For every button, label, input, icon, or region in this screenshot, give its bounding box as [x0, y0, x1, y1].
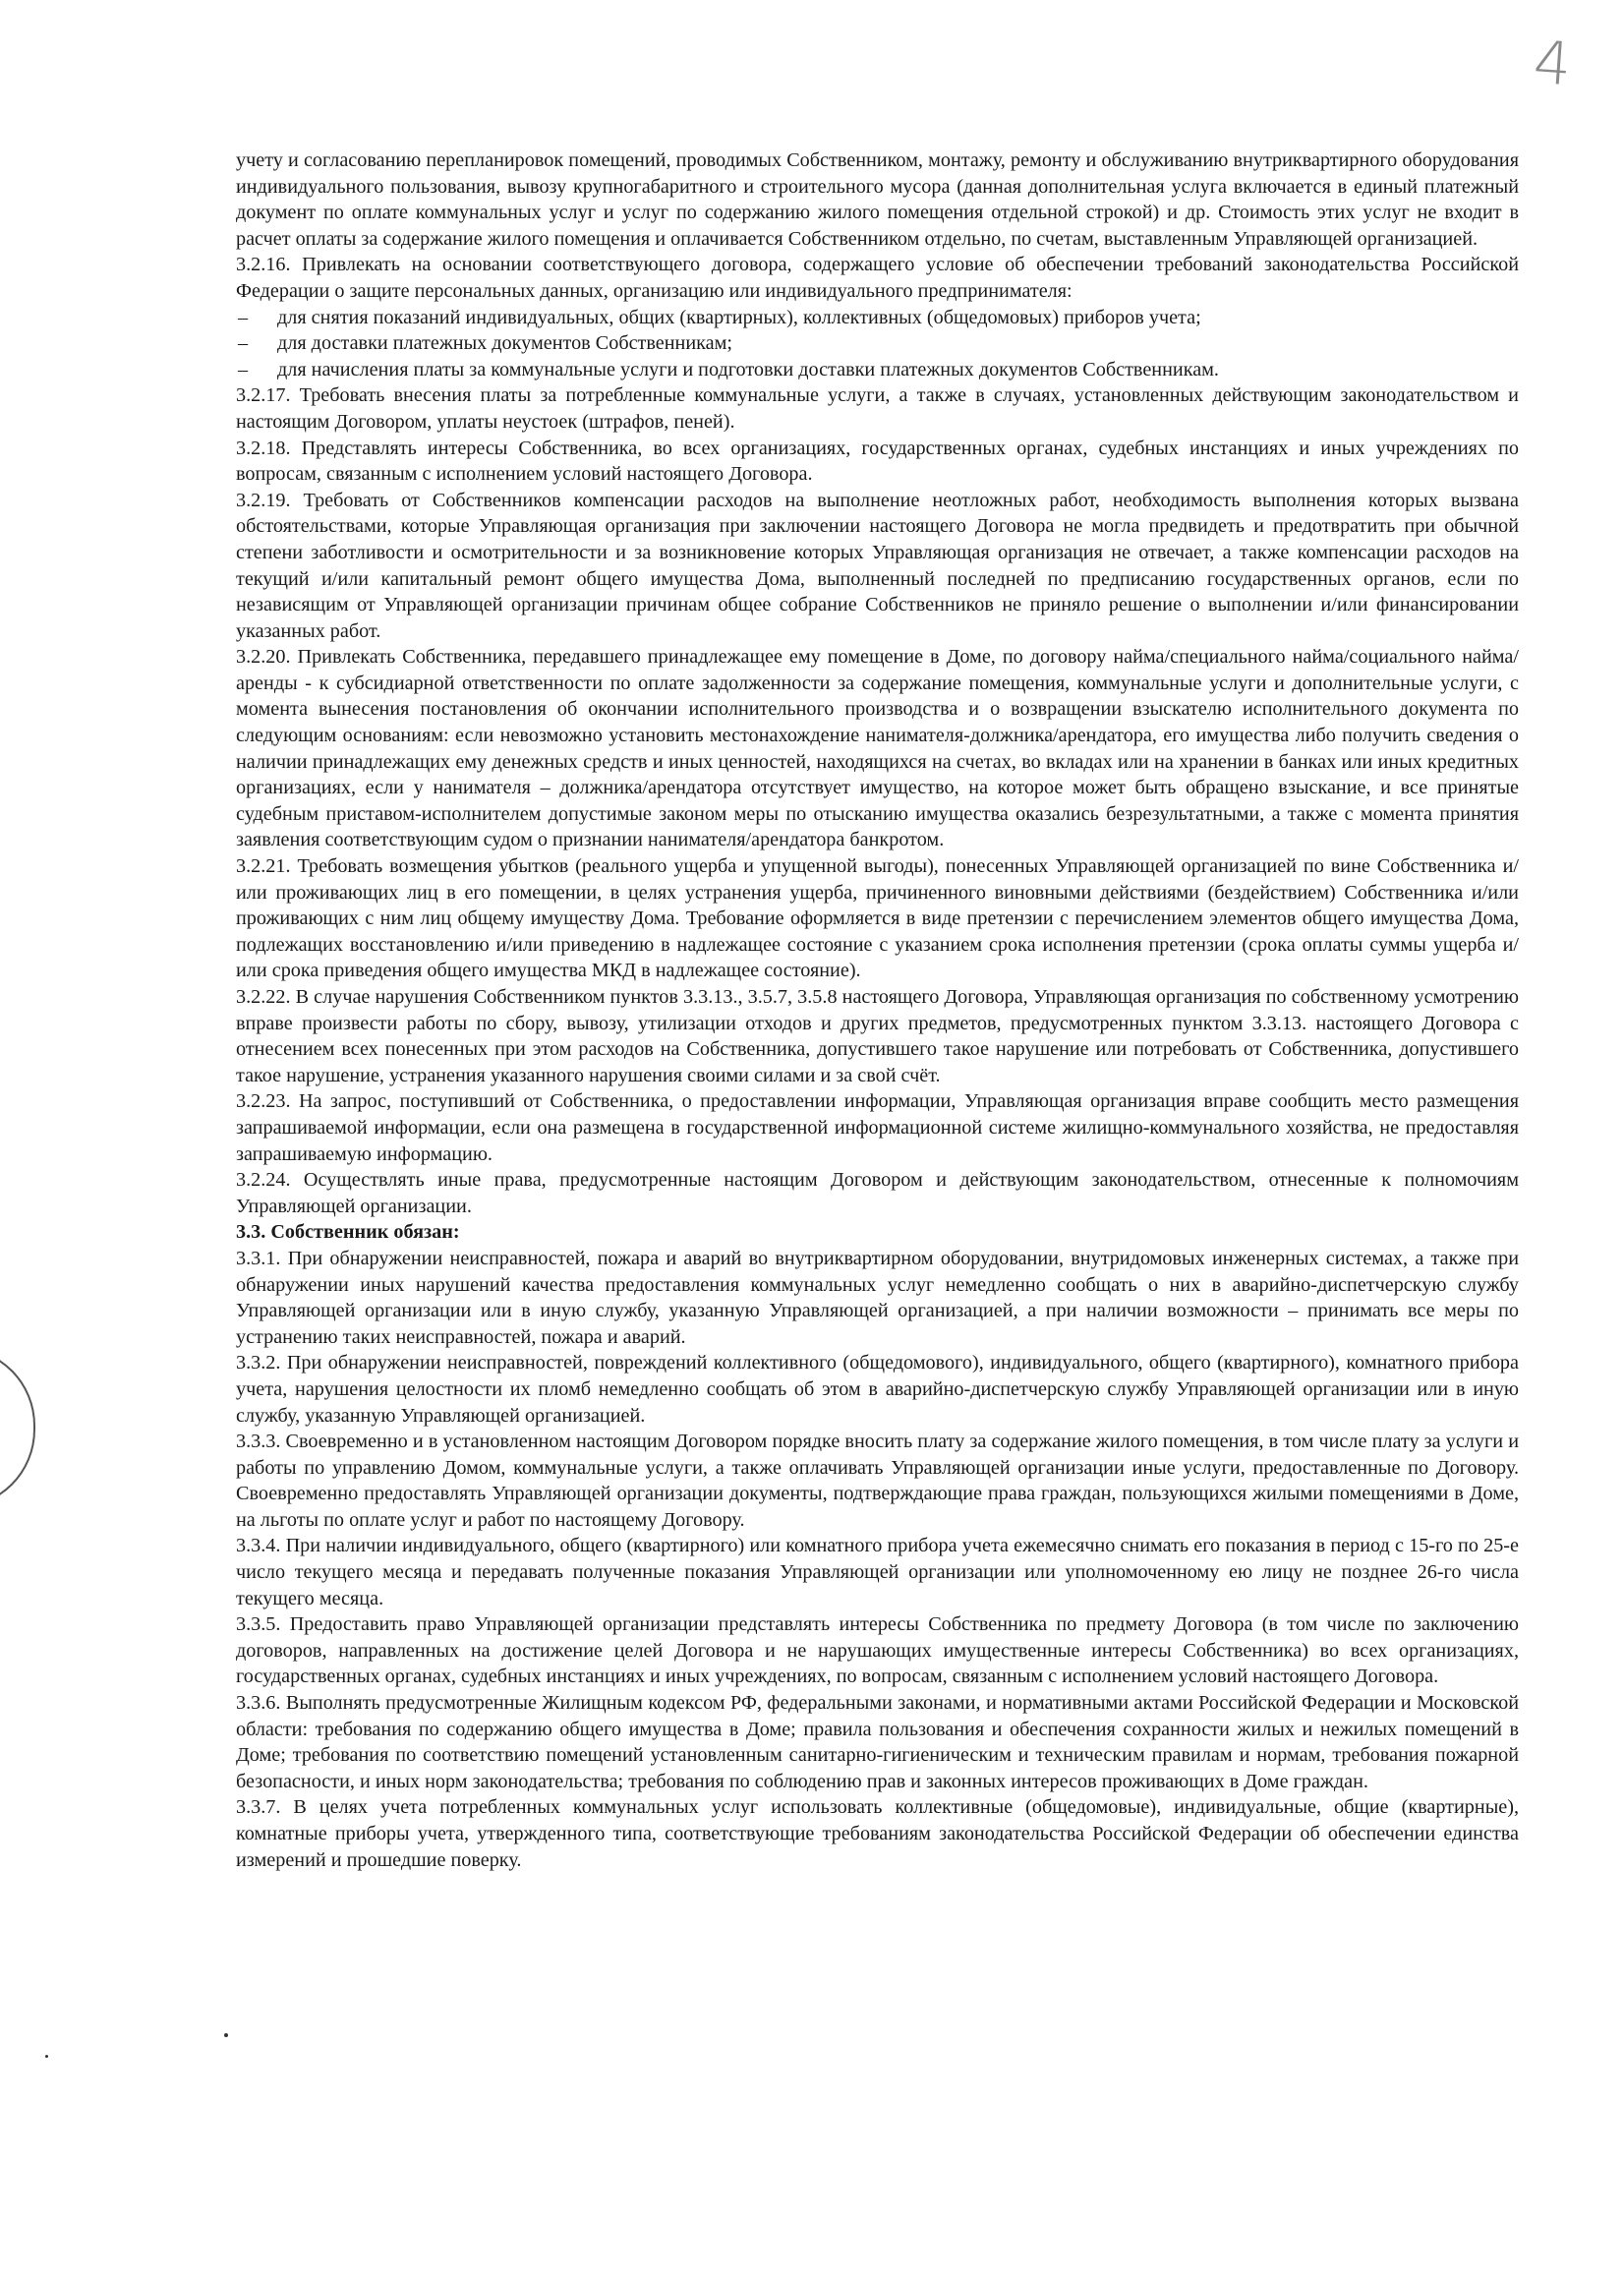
paragraph: 3.2.23. На запрос, поступивший от Собственника, о предоставлении информации, Управляющая организация вправе сообщить место размещения запрашиваемой информации, если она размещена в государственной информационной системе жилищно-коммунального хозяйства, не предоставляя запрашиваемую информацию. [236, 1090, 1519, 1165]
paragraph: 3.2.16. Привлекать на основании соответствующего договора, содержащего условие об обеспечении требований законодательства Российской Федерации о защите персональных данных, организацию или индивидуального предпринимателя: [236, 254, 1519, 302]
paragraph: 3.3.2. При обнаружении неисправностей, повреждений коллективного (общедомового), индивидуального, общего (квартирного), комнатного прибора учета, нарушения целостности их пломб немедленно сообщать об этом в аварийно-диспетчерскую службу Управляющей организации или в иную службу, указанную Управляющей организацией. [236, 1352, 1519, 1427]
bullet-dash: – [238, 358, 249, 380]
paragraph: 3.2.18. Представлять интересы Собственника, во всех организациях, государственных органах, судебных инстанциях и иных учреждениях по вопросам, связанным с исполнением условий настоящего Договора. [236, 437, 1519, 486]
paragraph: 3.3.7. В целях учета потребленных коммунальных услуг использовать коллективные (общедомовые), индивидуальные, общие (квартирные), комнатные приборы учета, утвержденного типа, соответствующие требованиям законодательства Российской Федерации об обеспечении единства измерений и прошедшие поверку. [236, 1796, 1519, 1871]
binding-hole-mark [0, 1347, 35, 1508]
paragraph: 3.2.19. Требовать от Собственников компенсации расходов на выполнение неотложных работ, необходимость выполнения которых вызвана обстоятельствами, которые Управляющая организация при заключении настоящего Договора не могла предвидеть и предотвратить при обычной степени заботливости и осмотрительности и за возникновение которых Управляющая организация не отвечает, а также компенсации расходов на текущий и/или капитальный ремонт общего имущества Дома, выполненный последней по предписанию государственных органов, если по независящим от Управляющей организации причинам общее собрание Собственников не приняло решение о выполнении и/или финансировании указанных работ. [236, 489, 1519, 642]
handwritten-page-number: 4 [1531, 28, 1574, 100]
paragraph: 3.2.20. Привлекать Собственника, передавшего принадлежащее ему помещение в Доме, по договору найма/специального найма/социального найма/ аренды - к субсидиарной ответственности по оплате задолженности за содержание помещения, коммунальные услуги и дополнительные услуги, с момента вынесения постановления об окончании исполнительного производства и о возвращении взыскателю исполнительного документа по следующим основаниям: если невозможно установить местонахождение нанимателя-должника/арендатора, его имущества либо получить сведения о наличии принадлежащих ему денежных средств и иных ценностей, находящихся на счетах, во вкладах или на хранении в банках или иных кредитных организациях, если у нанимателя – должника/арендатора отсутствует имущество, на которое может быть обращено взыскание, и все принятые судебным приставом-исполнителем допустимые законом меры по отысканию имущества оказались безрезультатными, а также с момента принятия заявления соответствующим судом о признании нанимателя/арендатора банкротом. [236, 646, 1519, 851]
paragraph: 3.3.4. При наличии индивидуального, общего (квартирного) или комнатного прибора учета ежемесячно снимать его показания в период с 15-го по 25-е число текущего месяца и передавать полученные показания Управляющей организации или уполномоченному ею лицу не позднее 26-го числа текущего месяца. [236, 1535, 1519, 1609]
paragraph: 3.2.17. Требовать внесения платы за потребленные коммунальные услуги, а также в случаях, установленных действующим законодательством и настоящим Договором, уплаты неустоек (штрафов, пеней). [236, 384, 1519, 433]
bullet-text: для начисления платы за коммунальные услуги и подготовки доставки платежных документов Собственникам. [277, 358, 1219, 380]
paragraph: 3.2.22. В случае нарушения Собственником пунктов 3.3.13., 3.5.7, 3.5.8 настоящего Договора, Управляющая организация по собственному усмотрению вправе произвести работы по сбору, вывозу, утилизации отходов и других предметов, предусмотренных пунктом 3.3.13. настоящего Договора с отнесением всех понесенных при этом расходов на Собственника, допустившего такое нарушение или потребовать от Собственника, допустившего такое нарушение, устранения указанного нарушения своими силами и за свой счёт. [236, 986, 1519, 1086]
paragraph: 3.3.1. При обнаружении неисправностей, пожара и аварий во внутриквартирном оборудовании, внутридомовых инженерных системах, а также при обнаружении иных нарушений качества предоставления коммунальных услуг немедленно сообщать о них в аварийно-диспетчерскую службу Управляющей организации или в иную службу, указанную Управляющей организацией, а при наличии возможности – принимать все меры по устранению таких неисправностей, пожара и аварий. [236, 1247, 1519, 1348]
paragraph: 3.3.6. Выполнять предусмотренные Жилищным кодексом РФ, федеральными законами, и нормативными актами Российской Федерации и Московской области: требования по содержанию общего имущества в Доме; правила пользования и обеспечения сохранности жилых и нежилых помещений в Доме; требования по соответствию помещений установленным санитарно-гигиеническим и техническим правилам и нормам, требования пожарной безопасности, и иных норм законодательства; требования по соблюдению прав и законных интересов проживающих в Доме граждан. [236, 1692, 1519, 1792]
paragraph: 3.3.5. Предоставить право Управляющей организации представлять интересы Собственника по предмету Договора (в том числе по заключению договоров, направленных на достижение целей Договора и не нарушающих имущественные интересы Собственника) во всех организациях, государственных органах, судебных инстанциях и иных учреждениях, по вопросам, связанным с исполнением условий настоящего Договора. [236, 1613, 1519, 1688]
paragraph: 3.2.21. Требовать возмещения убытков (реального ущерба и упущенной выгоды), понесенных Управляющей организацией по вине Собственника и/или проживающих лиц в его помещении, в целях устранения ущерба, причиненного виновными действиями (бездействием) Собственника и/или проживающих с ним лиц общему имуществу Дома. Требование оформляется в виде претензии с перечислением элементов общего имущества Дома, подлежащих восстановлению и/или приведению в надлежащее состояние с указанием срока исполнения претензии (срока оплаты суммы ущерба и/или срока приведения общего имущества МКД в надлежащее состояние). [236, 855, 1519, 982]
bullet-item [236, 305, 1519, 331]
scan-speck [224, 2033, 228, 2037]
paragraph: 3.3.3. Своевременно и в установленном настоящим Договором порядке вносить плату за содержание жилого помещения, в том числе плату за услуги и работы по управлению Домом, коммунальные услуги, а также оплачивать Управляющей организации иные услуги, предоставленные по Договору. Своевременно предоставлять Управляющей организации документы, подтверждающие права граждан, пользующихся жилыми помещениями в Доме, на льготы по оплате услуг и работ по настоящему Договору. [236, 1431, 1519, 1531]
bullet-item [236, 330, 1519, 357]
scan-speck [45, 2055, 48, 2058]
bullet-dash: – [238, 332, 249, 355]
bullet-text: для доставки платежных документов Собственникам; [277, 332, 733, 355]
document-body [236, 147, 1519, 1873]
bullet-item [236, 357, 1519, 383]
bullet-text: для снятия показаний индивидуальных, общих (квартирных), коллективных (общедомовых) приборов учета; [277, 306, 1201, 328]
paragraph: 3.2.24. Осуществлять иные права, предусмотренные настоящим Договором и действующим законодательством, отнесенные к полномочиям Управляющей организации. [236, 1169, 1519, 1217]
section-heading: 3.3. Собственник обязан: [236, 1221, 460, 1244]
bullet-dash: – [238, 306, 249, 328]
paragraph: учету и согласованию перепланировок помещений, проводимых Собственником, монтажу, ремонту и обслуживанию внутриквартирного оборудования индивидуального пользования, вывозу крупногабаритного и строительного мусора (данная дополнительная услуга включается в единый платежный документ по оплате коммунальных услуг и услуг по содержанию жилого помещения отдельной строкой) и др. Стоимость этих услуг не входит в расчет оплаты за содержание жилого помещения и оплачивается Собственником отдельно, по счетам, выставленным Управляющей организацией. [236, 149, 1519, 250]
